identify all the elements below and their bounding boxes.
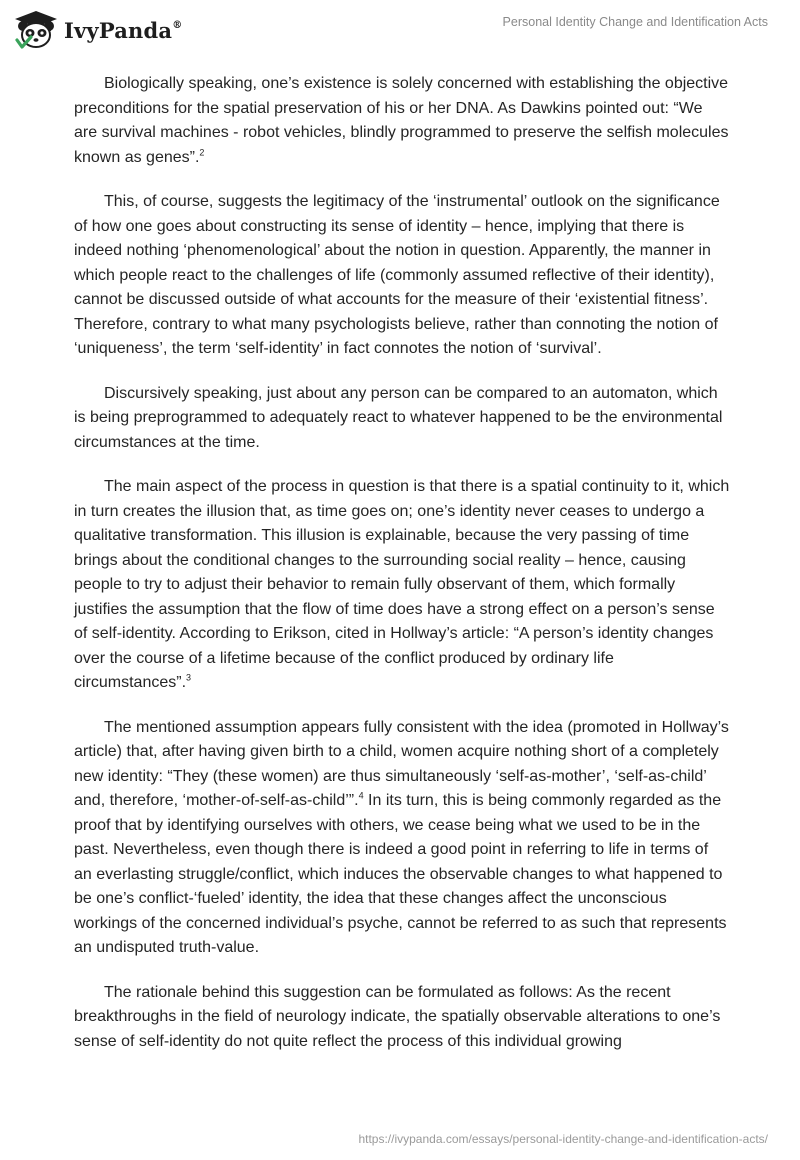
paragraph: Discursively speaking, just about any person can be compared to an automaton, which is being preprogrammed to adequately react to whatever happened to be the environmental circumstances at the time. — [74, 384, 723, 451]
brand-name: IvyPanda® — [64, 17, 183, 43]
paragraph: The mentioned assumption appears fully consistent with the idea (promoted in Hollway’s article) that, after having given birth to a child, women acquire nothing short of a completely new identity: “They (these women) are thus simultaneously ‘self-as-mother’, ‘self-as-child’ and, therefore, ‘mother-of-self-as-child’”.$^4$ In its turn, this is being commonly regarded as the proof that by identifying ourselves with others, we cease being what we used to be in the past. Nevertheless, even though there is indeed a good point in referring to life in terms of an everlasting struggle/conflict, which induces the observable changes to what happened to be one’s conflict-‘fueled’ identity, the idea that these changes affect the unconscious workings of the concerned individual’s psyche, cannot be referred to as such that represents an undisputed truth-value. — [74, 718, 729, 956]
paragraph: The main aspect of the process in question is that there is a spatial continuity to it, which in turn creates the illusion that, as time goes on; one’s identity never ceases to undergo a qualitative transformation. This illusion is explainable, because the very passing of time brings about the conditional changes to the surrounding social reality – hence, causing people to try to adjust their behavior to remain fully observant of them, which formally justifies the assumption that the flow of time does have a strong effect on a person’s sense of self-identity. According to Erikson, cited in Hollway’s article: “A person’s identity changes over the course of a lifetime because of the conflict produced by ordinary life circumstances”.$^3$ — [74, 478, 730, 691]
ivypanda-logo[interactable] — [14, 10, 182, 50]
page-header — [0, 0, 800, 60]
document-title: Personal Identity Change and Identification Acts — [502, 15, 768, 29]
essay-body — [74, 72, 730, 1074]
footnote-ref: 4 — [358, 790, 364, 801]
paragraph: This, of course, suggests the legitimacy of the ‘instrumental’ outlook on the significance of how one goes about constructing its sense of identity – hence, implying that there is indeed nothing ‘phenomenological’ about the notion in question. Apparently, the manner in which people react to the challenges of life (commonly assumed reflective of their identity), cannot be discussed outside of what accounts for the measure of their ‘existential fitness’. Therefore, contrary to what many psychologists believe, rather than connoting the notion of ‘uniqueness’, the term ‘self-identity’ in fact connotes the notion of ‘survival’. — [74, 193, 720, 357]
panda-graduate-icon — [14, 10, 58, 50]
source-url-link[interactable]: https://ivypanda.com/essays/personal-identity-change-and-identification-acts/ — [358, 1132, 768, 1146]
paragraph: The rationale behind this suggestion can be formulated as follows: As the recent breakthroughs in the field of neurology indicate, the spatially observable alterations to one’s sense of self-identity do not quite reflect the process of this individual growing — [74, 983, 721, 1050]
paragraph: Biologically speaking, one’s existence is solely concerned with establishing the objective preconditions for the spatial preservation of his or her DNA. As Dawkins pointed out: “We are survival machines - robot vehicles, blindly programmed to preserve the selfish molecules known as genes”.$^2$ — [74, 75, 729, 166]
footnote-ref: 2 — [199, 147, 205, 158]
footnote-ref: 3 — [186, 672, 192, 683]
